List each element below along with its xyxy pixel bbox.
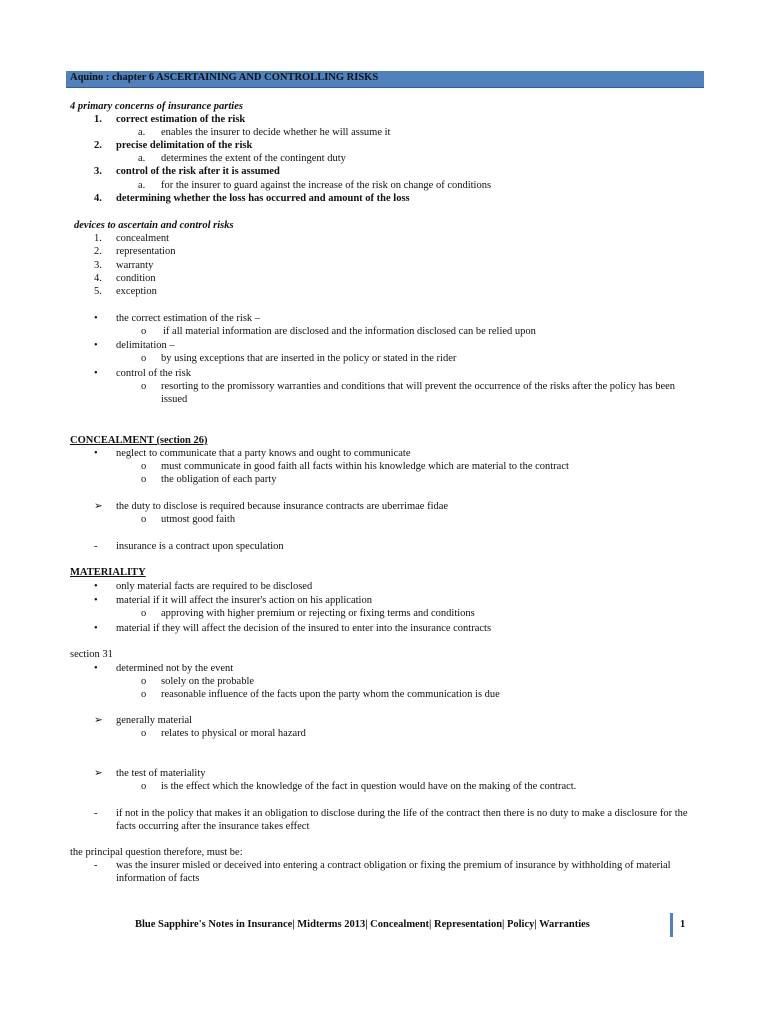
- sub-bullet-item: is the effect which the knowledge of the fact in question would have on the making of the contract.: [161, 781, 577, 792]
- bullet-marker: •: [94, 663, 98, 674]
- list-item: for the insurer to guard against the increase of the risk on change of conditions: [161, 180, 492, 191]
- arrow-marker: ➢: [94, 715, 103, 726]
- sub-bullet-marker: o: [141, 381, 147, 392]
- sub-bullet-item: approving with higher premium or rejecting or fixing terms and conditions: [161, 608, 475, 619]
- bullet-item: determined not by the event: [116, 663, 234, 674]
- list-item: control of the risk after it is assumed: [116, 166, 280, 177]
- chapter-title: Aquino : chapter 6 ASCERTAINING AND CONTROLLING RISKS: [70, 72, 379, 83]
- sub-bullet-item: utmost good faith: [161, 514, 236, 525]
- arrow-marker: ➢: [94, 501, 103, 512]
- list-item: enables the insurer to decide whether he will assume it: [161, 127, 391, 138]
- list-letter: a.: [138, 180, 146, 191]
- list-number: 4.: [94, 273, 102, 284]
- concerns-heading: 4 primary concerns of insurance parties: [70, 101, 243, 112]
- sub-bullet-item: by using exceptions that are inserted in the policy or stated in the rider: [161, 353, 457, 364]
- bullet-marker: •: [94, 595, 98, 606]
- devices-heading: devices to ascertain and control risks: [74, 220, 234, 231]
- sub-bullet-item: relates to physical or moral hazard: [161, 728, 306, 739]
- list-number: 2.: [94, 140, 102, 151]
- list-number: 5.: [94, 286, 102, 297]
- sub-bullet-marker: o: [141, 514, 147, 525]
- list-item: concealment: [116, 233, 170, 244]
- sub-bullet-item: if all material information are disclosed and the information disclosed can be relied upon: [163, 326, 536, 337]
- list-number: 2.: [94, 246, 102, 257]
- bullet-item: if not in the policy that makes it an obligation to disclose during the life of the contract then there is no duty to make a disclosure for the facts occurring after the insurance takes effect: [116, 808, 688, 832]
- bullet-item: generally material: [116, 715, 193, 726]
- bullet-item: only material facts are required to be disclosed: [116, 581, 313, 592]
- list-number: 1.: [94, 233, 102, 244]
- section-31-heading: section 31: [70, 649, 113, 660]
- sub-bullet-marker: o: [141, 461, 147, 472]
- sub-bullet-item: the obligation of each party: [161, 474, 277, 485]
- dash-marker: -: [94, 808, 98, 819]
- list-item: precise delimitation of the risk: [116, 140, 253, 151]
- sub-bullet-marker: o: [141, 689, 147, 700]
- sub-bullet-item: must communicate in good faith all facts within his knowledge which are material to the contract: [161, 461, 569, 472]
- sub-bullet-marker: o: [141, 781, 147, 792]
- bullet-item: delimitation –: [116, 340, 175, 351]
- list-number: 3.: [94, 166, 102, 177]
- dash-marker: -: [94, 541, 98, 552]
- bullet-item: neglect to communicate that a party knows and ought to communicate: [116, 448, 411, 459]
- bullet-item: control of the risk: [116, 368, 191, 379]
- footer-text: Blue Sapphire's Notes in Insurance| Midterms 2013| Concealment| Representation| Policy| Warranties: [135, 919, 590, 930]
- materiality-heading: MATERIALITY: [70, 567, 146, 578]
- list-letter: a.: [138, 127, 146, 138]
- list-item: representation: [116, 246, 176, 257]
- concealment-heading: CONCEALMENT (section 26): [70, 435, 208, 446]
- footer-rule: [670, 913, 673, 937]
- sub-bullet-marker: o: [141, 326, 147, 337]
- bullet-marker: •: [94, 581, 98, 592]
- list-item: condition: [116, 273, 156, 284]
- bullet-marker: •: [94, 340, 98, 351]
- bullet-marker: •: [94, 448, 98, 459]
- list-item: warranty: [116, 260, 154, 271]
- list-number: 1.: [94, 114, 102, 125]
- sub-bullet-marker: o: [141, 353, 147, 364]
- bullet-item: the duty to disclose is required because insurance contracts are uberrimae fidae: [116, 501, 449, 512]
- sub-bullet-marker: o: [141, 728, 147, 739]
- bullet-item: material if they will affect the decision of the insured to enter into the insurance contracts: [116, 623, 492, 634]
- principal-heading: the principal question therefore, must be:: [70, 847, 243, 858]
- sub-bullet-item: solely on the probable: [161, 676, 255, 687]
- bullet-marker: •: [94, 368, 98, 379]
- list-item: determining whether the loss has occurred and amount of the loss: [116, 193, 410, 204]
- bullet-item: the correct estimation of the risk –: [116, 313, 261, 324]
- list-letter: a.: [138, 153, 146, 164]
- chapter-title-bar: [66, 71, 704, 88]
- bullet-marker: •: [94, 623, 98, 634]
- list-item: exception: [116, 286, 157, 297]
- bullet-item: insurance is a contract upon speculation: [116, 541, 284, 552]
- sub-bullet-item: resorting to the promissory warranties and conditions that will prevent the occurrence of the risks after the policy has been issued: [161, 381, 676, 405]
- sub-bullet-marker: o: [141, 676, 147, 687]
- sub-bullet-marker: o: [141, 474, 147, 485]
- list-item: determines the extent of the contingent duty: [161, 153, 346, 164]
- bullet-item: the test of materiality: [116, 768, 206, 779]
- sub-bullet-marker: o: [141, 608, 147, 619]
- page-number: 1: [680, 919, 686, 930]
- dash-marker: -: [94, 860, 98, 871]
- sub-bullet-item: reasonable influence of the facts upon the party whom the communication is due: [161, 689, 500, 700]
- bullet-marker: •: [94, 313, 98, 324]
- bullet-item: was the insurer misled or deceived into entering a contract obligation or fixing the premium of insurance by withholding of material information of facts: [116, 860, 671, 884]
- list-number: 4.: [94, 193, 102, 204]
- arrow-marker: ➢: [94, 768, 103, 779]
- bullet-item: material if it will affect the insurer's action on his application: [116, 595, 372, 606]
- list-number: 3.: [94, 260, 102, 271]
- list-item: correct estimation of the risk: [116, 114, 246, 125]
